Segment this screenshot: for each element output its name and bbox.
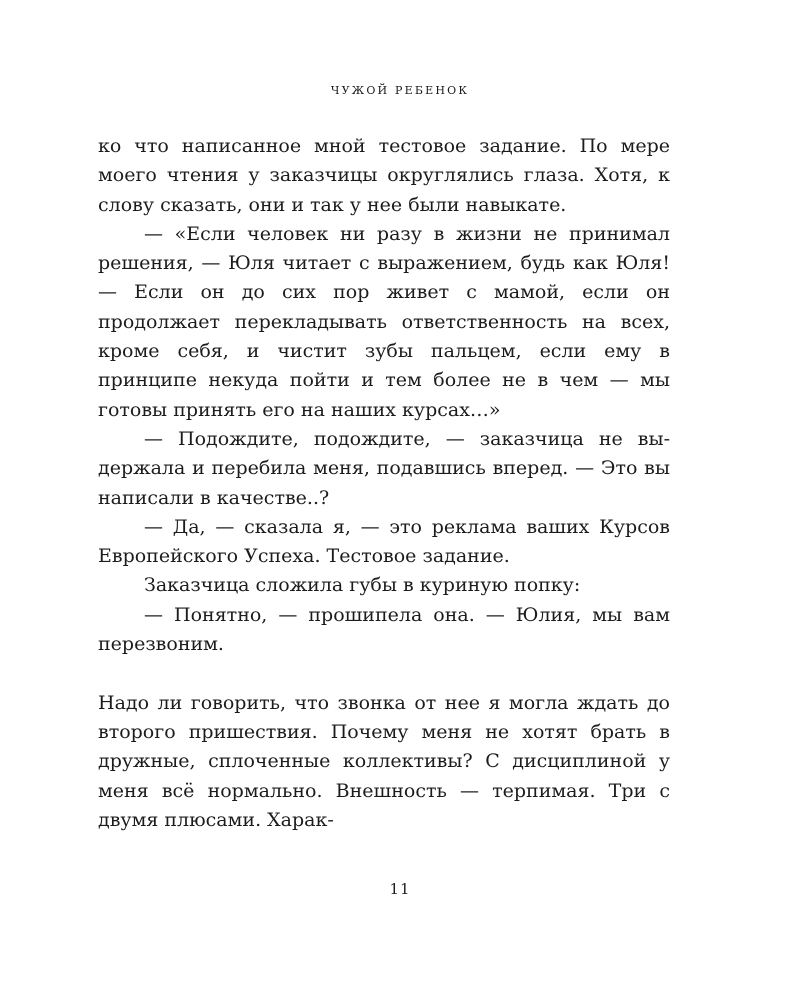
paragraph-dialogue-3: — Понятно, — прошипела она. — Юлия, мы вам перезвоним. <box>98 603 670 656</box>
paragraph-dialogue-2: — Да, — сказала я, — это реклама ваших Курсов Европейского Успеха. Тестовое задание. <box>98 515 670 568</box>
paragraph-new-section: Надо ли говорить, что звонка от нее я могла ждать до второго пришествия. Почему меня не хотят брать в дружные, сплоченные коллективы? С дисциплиной у меня всё нормально. Внешность — терпимая. Три с двумя плюсами. Харак- <box>98 691 670 831</box>
paragraph-dialogue-1: — Подождите, подождите, — заказчица не выдержала и перебила меня, подавшись вперед. — Это вы написали в качестве..? <box>98 427 670 509</box>
paragraph-continuation: ко что написанное мной тестовое задание. По мере моего чтения у заказчицы округлялись глаза. Хотя, к слову сказать, они и так у нее были навыкате. <box>98 135 670 216</box>
paragraph-narration: Заказчица сложила губы в куриную попку: <box>144 574 581 597</box>
running-head: ЧУЖОЙ РЕБЕНОК <box>330 84 470 97</box>
section-break <box>98 659 670 688</box>
page-text <box>98 132 670 835</box>
paragraph-quote: — «Если человек ни разу в жизни не принимал решения, — Юля читает с выражением, будь как Юля! — Если он до сих пор живет с мамой, если он продолжает перекладывать ответственность на всех, кроме себя, и чистит зубы пальцем, если ему в принципе некуда пойти и тем более не в чем — мы готовы принять его на наших курсах…» <box>98 222 670 421</box>
page-number: 11 <box>389 880 411 898</box>
